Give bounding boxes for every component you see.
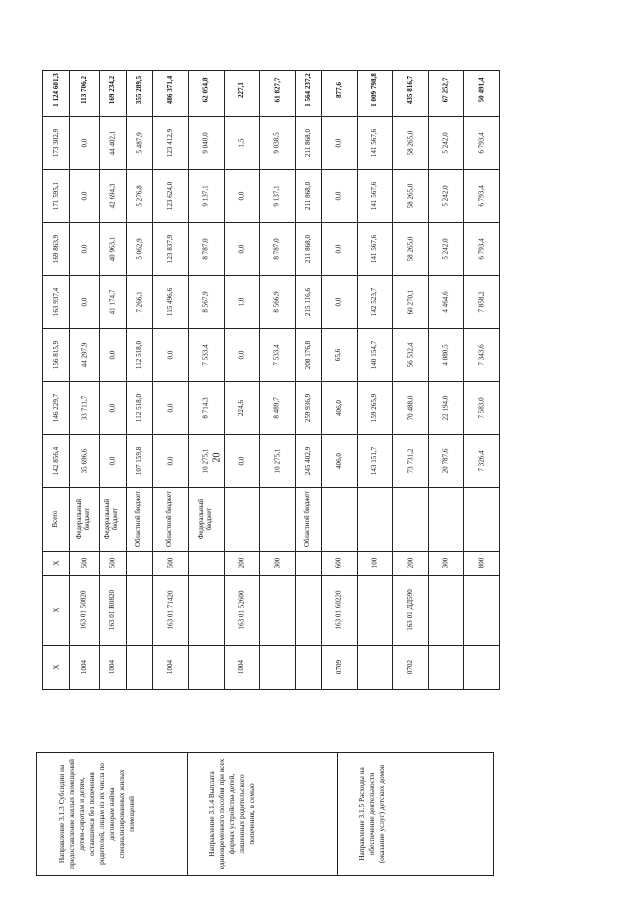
row-value-text: 877,6 xyxy=(334,81,343,98)
row-budget-label-text: Областной бюджет xyxy=(166,491,174,547)
row-value-text: 7 583,0 xyxy=(477,396,486,419)
table-grid-line xyxy=(43,116,499,117)
row-value-text: 435 816,7 xyxy=(405,75,414,104)
row-type-code-text: 500 xyxy=(79,557,88,569)
table-grid-line xyxy=(188,71,189,689)
row-value-text: 1 564 237,2 xyxy=(303,72,312,107)
row-target-code-text: 163 01 71420 xyxy=(166,590,175,630)
row-value-text: 0,0 xyxy=(108,456,117,465)
row-value-text: 7 533,4 xyxy=(201,343,210,366)
row-section-code-text: 1004 xyxy=(237,659,246,675)
row-value-text: 6 793,4 xyxy=(477,184,486,207)
totals-value-text: 171 595,1 xyxy=(52,181,61,210)
totals-value-text: 156 815,9 xyxy=(52,340,61,369)
row-value-text: 5 242,0 xyxy=(441,237,450,260)
table-grid-line xyxy=(463,71,464,689)
row-value-text: 58 265,0 xyxy=(405,130,414,155)
row-value-text: 5 242,0 xyxy=(441,131,450,154)
row-value-text: 142 523,7 xyxy=(370,287,379,316)
table-grid-line xyxy=(428,71,429,689)
row-value-text: 7 533,4 xyxy=(272,343,281,366)
table-grid-line xyxy=(259,71,260,689)
table-grid-line xyxy=(43,328,499,329)
row-value-text: 10 275,1 xyxy=(272,448,281,473)
header-x1-text: Х xyxy=(52,664,61,670)
row-target-code-text: 163 01 R0820 xyxy=(108,589,117,631)
row-value-text: 40 963,1 xyxy=(108,236,117,261)
row-section-code-text: 0709 xyxy=(334,659,343,675)
row-value-text: 0,0 xyxy=(108,350,117,359)
row-value-text: 0,0 xyxy=(334,244,343,253)
row-value-text: 0,0 xyxy=(237,456,246,465)
row-type-code-text: 200 xyxy=(237,557,246,569)
table-grid-line xyxy=(99,71,100,689)
row-value-text: 112 518,0 xyxy=(135,340,144,369)
row-section-code-text: 1004 xyxy=(79,659,88,675)
table-grid-line xyxy=(43,575,499,576)
row-value-text: 1 009 798,8 xyxy=(370,72,379,107)
row-value-text: 0,0 xyxy=(79,191,88,200)
row-value-text: 9 137,1 xyxy=(272,184,281,207)
row-target-code xyxy=(365,589,455,631)
row-value-text: 5 062,9 xyxy=(135,237,144,260)
note-3-1-5: Направление 3.1.5 Расходы на обеспечение деятельности (оказание услуг) детских домов xyxy=(357,764,386,864)
row-value-text: 35 696,6 xyxy=(79,448,88,473)
table-grid-line xyxy=(43,222,499,223)
row-value-text: 0,0 xyxy=(334,191,343,200)
row-value-text: 58 265,0 xyxy=(405,236,414,261)
row-value-text: 0,0 xyxy=(237,350,246,359)
row-value-text: 8 566,9 xyxy=(272,290,281,313)
row-value-text: 123 837,9 xyxy=(166,234,175,263)
table-grid-line xyxy=(392,71,393,689)
row-value-text: 7 266,1 xyxy=(135,290,144,313)
totals-value-text: 1 124 601,3 xyxy=(52,72,61,107)
note-3-1-4: Направление 3.1.4 Выплата единовременного пособия при всех формах устройства детей, лишенных родительского попечения, в семью xyxy=(207,758,256,870)
row-value-text: 0,0 xyxy=(334,138,343,147)
row-budget-label-text: Федеральный бюджет xyxy=(197,498,213,540)
table-grid-line xyxy=(295,71,296,689)
table-grid-line xyxy=(43,645,499,646)
header-x2-text: Х xyxy=(52,607,61,613)
row-value-text: 8 787,0 xyxy=(272,237,281,260)
table-grid-line xyxy=(43,434,499,435)
notes-frame xyxy=(36,752,494,876)
row-value-text: 0,0 xyxy=(237,191,246,200)
table-grid-line xyxy=(152,71,153,689)
row-value-text: 5 242,0 xyxy=(441,184,450,207)
row-value-text: 259 936,9 xyxy=(303,393,312,422)
row-type-code-text: 500 xyxy=(166,557,175,569)
row-value-text: 140 154,7 xyxy=(370,340,379,369)
row-type-code-text: 800 xyxy=(477,557,486,569)
table-grid-line xyxy=(321,71,322,689)
row-type-code-text: 300 xyxy=(441,557,450,569)
row-value-text: 20 787,6 xyxy=(441,448,450,473)
row-target-code-text: 163 01 ДД590 xyxy=(405,589,414,631)
row-budget-label-text: Областной бюджет xyxy=(135,491,143,547)
row-value-text: 44 402,1 xyxy=(108,130,117,155)
row-value-text: 7 343,6 xyxy=(477,343,486,366)
row-value-text: 0,0 xyxy=(79,297,88,306)
row-value-text: 8 567,9 xyxy=(201,290,210,313)
row-value-text: 65,6 xyxy=(334,348,343,361)
row-value-text: 67 252,7 xyxy=(441,77,450,102)
row-value-text: 406,0 xyxy=(334,399,343,416)
row-value-text: 141 567,6 xyxy=(370,181,379,210)
table-grid-line xyxy=(43,381,499,382)
row-value-text: 1,5 xyxy=(237,138,246,147)
row-value-text: 0,0 xyxy=(79,244,88,253)
row-target-code-text: 163 01 52600 xyxy=(237,590,246,630)
row-value-text: 141 567,6 xyxy=(370,128,379,157)
row-value-text: 5 487,9 xyxy=(135,131,144,154)
row-value-text: 224,6 xyxy=(237,399,246,416)
table-grid-line xyxy=(69,71,70,689)
row-value-text: 6 793,4 xyxy=(477,237,486,260)
row-value-text: 4 080,5 xyxy=(441,343,450,366)
row-value-text: 42 694,3 xyxy=(108,183,117,208)
row-value-text: 62 054,8 xyxy=(201,77,210,102)
row-value-text: 227,1 xyxy=(237,81,246,98)
row-value-text: 7 858,2 xyxy=(477,290,486,313)
budget-table xyxy=(42,70,500,690)
row-value-text: 0,0 xyxy=(108,403,117,412)
totals-value-text: 173 302,9 xyxy=(52,128,61,157)
row-value-text: 9 038,5 xyxy=(272,131,281,154)
row-value-text: 8 489,7 xyxy=(272,396,281,419)
row-value-text: 44 297,9 xyxy=(79,342,88,367)
row-type-code-text: 300 xyxy=(272,557,281,569)
row-type-code-text: 500 xyxy=(108,557,117,569)
notes-divider xyxy=(187,753,188,875)
header-x3-text: Х xyxy=(52,560,61,566)
row-value-text: 9 137,1 xyxy=(201,184,210,207)
row-type-code-text: 600 xyxy=(334,557,343,569)
row-value-text: 41 174,7 xyxy=(108,289,117,314)
notes-divider xyxy=(337,753,338,875)
row-value-text: 60 270,1 xyxy=(405,289,414,314)
row-type-code-text: 200 xyxy=(405,557,414,569)
table-grid-line xyxy=(43,487,499,488)
row-value-text: 0,0 xyxy=(166,350,175,359)
row-section-code-text: 1004 xyxy=(166,659,175,675)
table-grid-line xyxy=(126,71,127,689)
row-value-text: 4 464,6 xyxy=(441,290,450,313)
table-grid-line xyxy=(43,551,499,552)
row-value-text: 61 827,7 xyxy=(272,77,281,102)
row-value-text: 22 194,0 xyxy=(441,395,450,420)
row-value-text: 123 412,9 xyxy=(166,128,175,157)
row-value-text: 406,0 xyxy=(334,452,343,469)
header-total-text: Всего xyxy=(52,510,60,528)
row-target-code-text: 163 01 50820 xyxy=(79,590,88,630)
row-value-text: 10 275,1 xyxy=(201,448,210,473)
row-value-text: 113 706,2 xyxy=(79,75,88,104)
row-section-code xyxy=(196,659,286,675)
row-value-text: 58 265,0 xyxy=(405,183,414,208)
row-value-text: 56 532,4 xyxy=(405,342,414,367)
row-value-text: 115 496,6 xyxy=(166,287,175,316)
row-value-text: 159 265,9 xyxy=(370,393,379,422)
row-value-text: 6 793,4 xyxy=(477,131,486,154)
row-value-text: 8 714,3 xyxy=(201,396,210,419)
totals-value-text: 163 937,4 xyxy=(52,287,61,316)
page-number: 20 xyxy=(211,452,223,463)
row-value-text: 123 624,0 xyxy=(166,181,175,210)
totals-value-text: 169 863,9 xyxy=(52,234,61,263)
row-value-text: 107 159,8 xyxy=(135,446,144,475)
row-value-text: 0,0 xyxy=(334,297,343,306)
row-budget-label-text: Областной бюджет xyxy=(303,491,311,547)
row-budget-label-text: Федеральный бюджет xyxy=(104,498,120,540)
row-target-code xyxy=(196,590,286,630)
row-value-text: 486 371,4 xyxy=(166,75,175,104)
row-section-code-text: 1004 xyxy=(108,659,117,675)
row-value-text: 0,0 xyxy=(166,403,175,412)
totals-value-text: 146 229,7 xyxy=(52,393,61,422)
row-type-code xyxy=(436,558,526,568)
row-value-text: 211 868,0 xyxy=(303,128,312,157)
row-value-text: 215 116,6 xyxy=(303,287,312,316)
row-value-text: 0,0 xyxy=(79,138,88,147)
table-grid-line xyxy=(43,169,499,170)
note-3-1-3: Направление 3.1.3 Субсидии на предоставление жилых помещений детям-сиротам и детям, оставшимся без попечения родителей, лицам из их числа по договорам найма специализированных жилых помещений xyxy=(57,759,136,869)
row-value-text: 33 711,7 xyxy=(79,395,88,420)
row-value-text: 211 868,0 xyxy=(303,181,312,210)
row-section-code-text: 0702 xyxy=(405,659,414,675)
row-value-text: 141 567,6 xyxy=(370,234,379,263)
totals-value-text: 142 856,4 xyxy=(52,446,61,475)
table-grid-line xyxy=(43,275,499,276)
row-value-text: 50 491,4 xyxy=(477,77,486,102)
row-budget-label-text: Федеральный бюджет xyxy=(75,498,91,540)
row-value-text: 208 176,8 xyxy=(303,340,312,369)
row-value-text: 8 787,0 xyxy=(201,237,210,260)
row-value-text: 143 151,7 xyxy=(370,446,379,475)
row-value-text: 112 518,0 xyxy=(135,393,144,422)
row-value-text: 5 276,8 xyxy=(135,184,144,207)
table-grid-line xyxy=(224,71,225,689)
row-target-code-text: 163 01 60220 xyxy=(334,590,343,630)
row-value-text: 7 326,4 xyxy=(477,449,486,472)
row-value-text: 73 731,2 xyxy=(405,448,414,473)
row-type-code-text: 100 xyxy=(370,557,379,569)
table-grid-line xyxy=(357,71,358,689)
row-value-text: 0,0 xyxy=(237,244,246,253)
row-value-text: 355 289,5 xyxy=(135,75,144,104)
row-value-text: 211 868,0 xyxy=(303,234,312,263)
row-value-text: 0,0 xyxy=(166,456,175,465)
row-value-text: 9 040,0 xyxy=(201,131,210,154)
row-value-text: 70 488,0 xyxy=(405,395,414,420)
row-budget-label xyxy=(263,491,353,547)
row-section-code xyxy=(365,659,455,675)
row-value-text: 1,0 xyxy=(237,297,246,306)
row-value-text: 169 234,2 xyxy=(108,75,117,104)
row-value-text: 245 402,9 xyxy=(303,446,312,475)
